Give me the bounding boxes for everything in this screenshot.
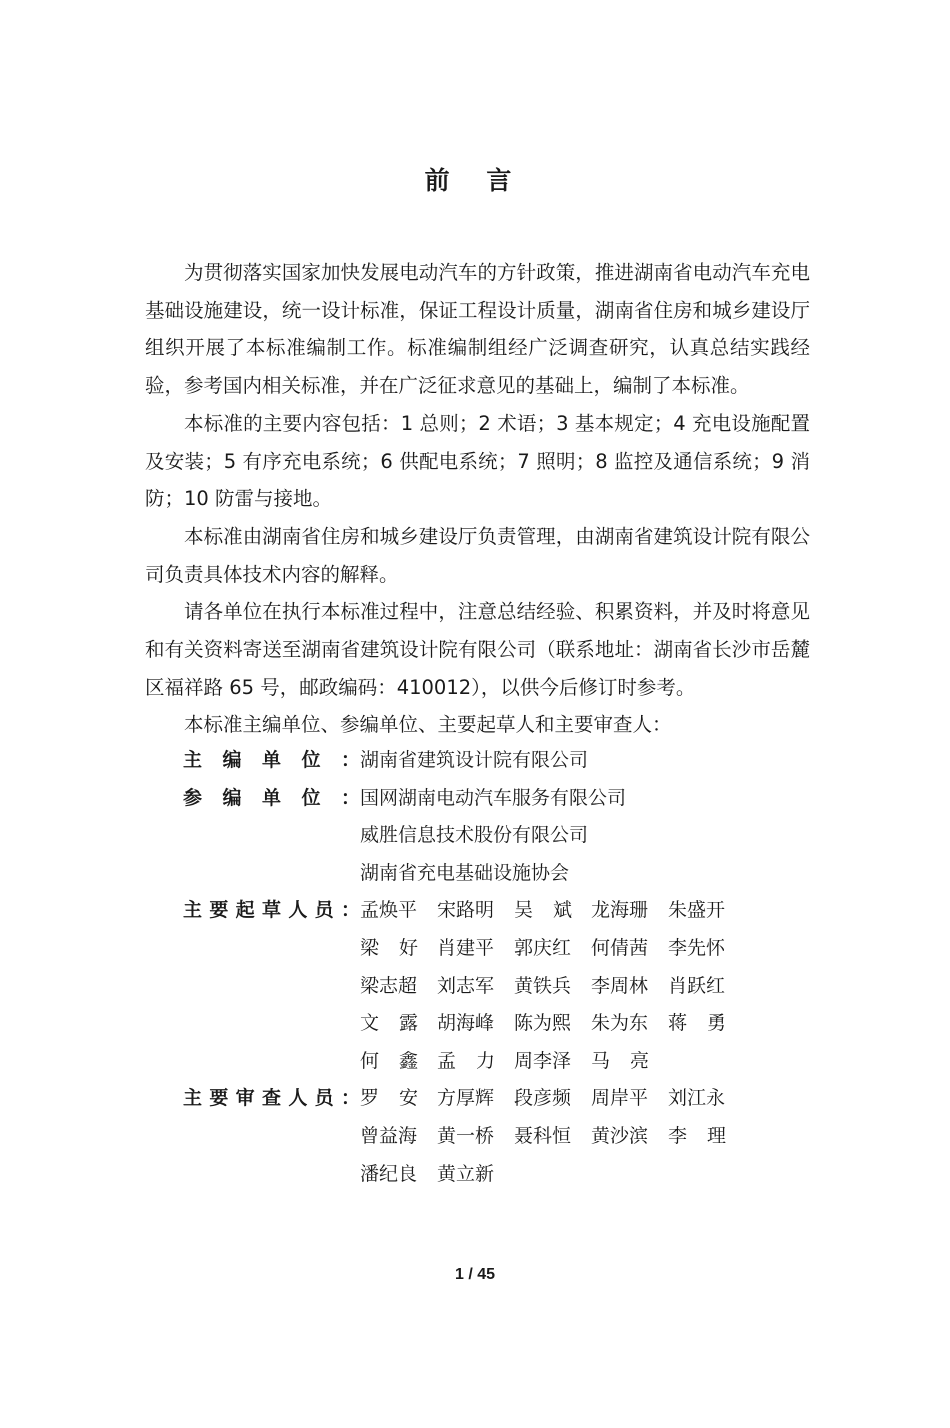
participating-unit: 国网湖南电动汽车服务有限公司 [360, 786, 627, 809]
participating-unit: 湖南省充电基础设施协会 [360, 861, 570, 884]
label-char: ： [340, 1087, 360, 1110]
label-char: 查 [261, 1087, 281, 1110]
person-name: 方厚辉 [437, 1087, 495, 1110]
participating-label [183, 780, 360, 818]
chief-editor-value: 湖南省建筑设计院有限公司 [360, 749, 589, 771]
person-name: 黄铁兵 [514, 974, 572, 997]
paragraph-units-intro: 本标准主编单位、参编单位、主要起草人和主要审查人： [184, 713, 672, 737]
label-char: 主 [183, 1087, 203, 1110]
reviewers-label [183, 1080, 360, 1118]
page-title: 前 言 [424, 166, 526, 195]
person-name: 黄一桥 [437, 1124, 495, 1147]
person-name: 何倩茜 [591, 936, 649, 959]
label-char: 编 [222, 786, 242, 809]
drafters-label [183, 892, 360, 930]
person-name: 李周林 [591, 974, 649, 997]
label-char: ： [340, 786, 360, 809]
person-name: 曾益海 [360, 1124, 418, 1147]
person-name: 黄立新 [437, 1162, 495, 1185]
person-name: 马 亮 [591, 1049, 649, 1072]
label-char: ： [340, 749, 360, 771]
label-char: 主 [183, 899, 203, 922]
label-char: 单 [261, 786, 281, 809]
reviewers-row [183, 1080, 783, 1193]
label-char: 员 [314, 899, 334, 922]
reviewers-list [360, 1080, 745, 1193]
person-name: 胡海峰 [437, 1012, 495, 1035]
person-name: 文 露 [360, 1012, 418, 1035]
label-char: 人 [288, 1087, 308, 1110]
person-name: 刘志军 [437, 974, 495, 997]
person-name: 肖跃红 [668, 974, 726, 997]
chief-editor-label [183, 742, 360, 780]
person-name: 蒋 勇 [668, 1012, 726, 1035]
person-name: 肖建平 [437, 936, 495, 959]
label-char: 要 [209, 1087, 229, 1110]
person-name: 潘纪良 [360, 1162, 418, 1185]
person-name: 梁 好 [360, 936, 418, 959]
label-char: 人 [288, 899, 308, 922]
person-name: 段彦频 [514, 1087, 572, 1110]
participating-row [183, 780, 783, 893]
credits-section [183, 742, 783, 1193]
label-char: 位 [301, 786, 321, 809]
person-name: 郭庆红 [514, 936, 572, 959]
person-name: 孟 力 [437, 1049, 495, 1072]
chief-editor-row [183, 742, 783, 780]
person-name: 李 理 [668, 1124, 726, 1147]
paragraph-management: 本标准由湖南省住房和城乡建设厅负责管理，由湖南省建筑设计院有限公司负责具体技术内容的解释。 [145, 524, 810, 586]
person-name: 龙海珊 [591, 899, 649, 922]
label-char: 单 [261, 749, 281, 771]
person-name: 李先怀 [668, 936, 726, 959]
label-char: 草 [261, 899, 281, 922]
person-name: 孟焕平 [360, 899, 418, 922]
person-name: 周岸平 [591, 1087, 649, 1110]
paragraph-feedback: 请各单位在执行本标准过程中，注意总结经验、积累资料，并及时将意见和有关资料寄送至湖南省建筑设计院有限公司（联系地址：湖南省长沙市岳麓区福祥路 65 号，邮政编码：410012），以供今后修订时参考。 [145, 600, 810, 699]
label-char: 位 [301, 749, 321, 771]
label-char: 主 [183, 749, 203, 771]
person-name: 聂科恒 [514, 1124, 572, 1147]
person-name: 朱盛开 [668, 899, 726, 922]
paragraph-purpose: 为贯彻落实国家加快发展电动汽车的方针政策，推进湖南省电动汽车充电基础设施建设，统一设计标准，保证工程设计质量，湖南省住房和城乡建设厅组织开展了本标准编制工作。标准编制组经广泛调查研究，认真总结实践经验，参考国内相关标准，并在广泛征求意见的基础上，编制了本标准。 [145, 261, 810, 398]
drafters-row [183, 892, 783, 1080]
person-name: 梁志超 [360, 974, 418, 997]
label-char: 员 [314, 1087, 334, 1110]
drafters-list [360, 892, 745, 1080]
label-char: 起 [235, 899, 255, 922]
label-char: 参 [183, 786, 203, 809]
person-name: 朱为东 [591, 1012, 649, 1035]
label-char: 要 [209, 899, 229, 922]
paragraph-contents: 本标准的主要内容包括：1 总则；2 术语；3 基本规定；4 充电设施配置及安装；5 有序充电系统；6 供配电系统；7 照明；8 监控及通信系统；9 消防；10 防雷与接地。 [145, 411, 810, 511]
participating-unit: 威胜信息技术股份有限公司 [360, 824, 589, 847]
person-name: 罗 安 [360, 1087, 418, 1110]
person-name: 宋路明 [437, 899, 495, 922]
label-char: ： [340, 899, 360, 922]
person-name: 刘江永 [668, 1087, 726, 1110]
page-number: 1 / 45 [454, 1266, 496, 1283]
label-char: 审 [235, 1087, 255, 1110]
foreword-body [145, 254, 810, 744]
label-char: 编 [222, 749, 242, 771]
person-name: 黄沙滨 [591, 1124, 649, 1147]
person-name: 何 鑫 [360, 1049, 418, 1072]
person-name: 周李泽 [514, 1049, 572, 1072]
person-name: 陈为熙 [514, 1012, 572, 1035]
person-name: 吴 斌 [514, 899, 572, 922]
